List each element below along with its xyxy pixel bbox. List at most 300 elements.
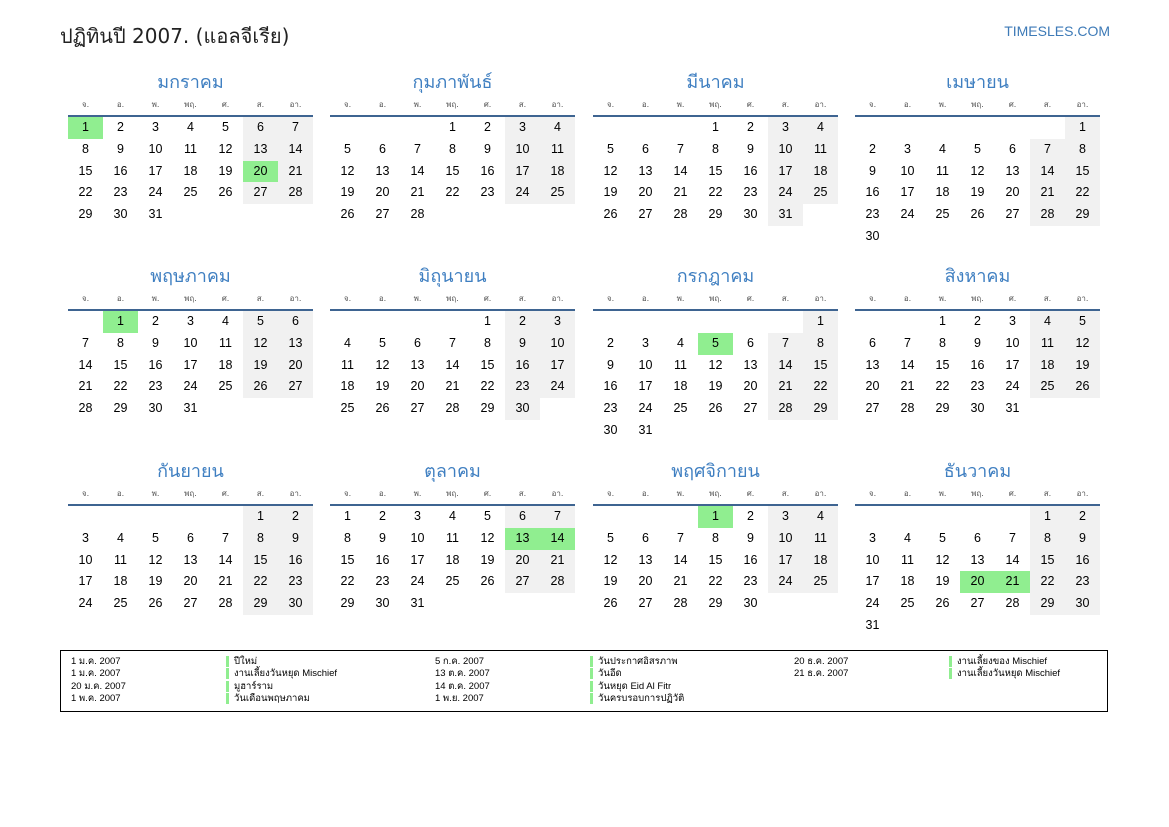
day-cell: 31	[148, 207, 163, 222]
legend-name: งานเลี้ยงของ Mischief	[957, 655, 1048, 667]
day-cell: 30	[743, 596, 758, 611]
day-cell: 7	[222, 530, 229, 545]
month-title: ธันวาคม	[943, 461, 1012, 482]
weekday-label: พฤ.	[184, 489, 197, 498]
weekday-label: พ.	[151, 489, 160, 498]
weekday-label: พฤ.	[709, 489, 722, 498]
day-cell: 18	[218, 357, 233, 372]
day-cell: 29	[708, 596, 723, 611]
day-cell: 2	[484, 120, 491, 134]
day-cell: 31	[865, 617, 880, 632]
day-cell: 9	[974, 335, 981, 350]
empty-cell	[960, 117, 995, 139]
day-cell: 24	[78, 596, 93, 611]
day-cell: 11	[341, 357, 354, 372]
day-cell: 29	[113, 401, 128, 416]
day-cell: 3	[187, 314, 194, 328]
day-cell: 3	[1009, 314, 1016, 328]
day-cell: 3	[414, 509, 421, 523]
weekday-label: อา.	[814, 100, 827, 109]
day-cell: 25	[900, 596, 915, 611]
day-cell: 19	[340, 185, 355, 200]
day-cell: 27	[638, 207, 653, 222]
day-cell: 26	[970, 207, 985, 222]
day-cell: 30	[375, 596, 390, 611]
day-grid	[68, 117, 313, 226]
day-cell: 11	[446, 530, 459, 545]
day-cell: 28	[78, 401, 93, 416]
weekday-label: จ.	[343, 489, 352, 498]
day-cell: 5	[152, 530, 159, 545]
weekday-label: อ.	[378, 489, 387, 498]
legend-marker	[949, 656, 952, 667]
day-cell: 17	[900, 185, 915, 200]
day-cell: 15	[113, 357, 128, 372]
day-cell: 4	[187, 120, 194, 134]
legend-name: วันเดือนพฤษภาคม	[234, 693, 310, 705]
day-cell: 18	[935, 185, 950, 200]
month-block	[330, 264, 575, 420]
day-cell: 12	[603, 552, 618, 567]
empty-cell	[593, 117, 628, 139]
day-cell: 5	[607, 141, 614, 156]
day-cell: 25	[673, 401, 688, 416]
day-grid	[330, 311, 575, 420]
day-cell: 15	[243, 550, 278, 572]
weekday-label: ศ.	[1008, 294, 1017, 303]
day-cell: 8	[712, 141, 719, 156]
day-cell: 21	[445, 379, 460, 394]
day-cell: 22	[78, 185, 93, 200]
weekday-label: ศ.	[746, 489, 755, 498]
day-cell: 9	[1065, 528, 1100, 550]
month-block	[330, 70, 575, 226]
legend-name: งานเลี้ยงวันหยุด Mischief	[234, 668, 338, 680]
month-block	[68, 264, 313, 420]
weekday-label: จ.	[343, 294, 352, 303]
day-cell: 30	[113, 207, 128, 222]
holiday-day-cell: 14	[540, 528, 575, 550]
day-cell: 23	[505, 376, 540, 398]
day-cell: 8	[712, 530, 719, 545]
day-cell: 9	[117, 141, 124, 156]
legend-item	[71, 693, 337, 706]
legend-date: 1 ม.ค. 2007	[71, 668, 121, 680]
empty-cell	[1030, 117, 1065, 139]
weekday-header	[68, 487, 313, 506]
day-cell: 27	[638, 596, 653, 611]
day-cell: 13	[638, 163, 653, 178]
weekday-label: พ.	[938, 489, 947, 498]
day-cell: 6	[642, 141, 649, 156]
month-title: พฤษภาคม	[150, 266, 231, 287]
empty-cell	[365, 311, 400, 333]
day-cell: 1	[243, 506, 278, 528]
weekday-header	[68, 292, 313, 311]
day-cell: 5	[1065, 311, 1100, 333]
day-cell: 7	[677, 530, 684, 545]
day-cell: 14	[218, 552, 233, 567]
day-cell: 1	[484, 314, 491, 328]
day-cell: 13	[1005, 163, 1020, 178]
empty-cell	[733, 311, 768, 333]
day-cell: 17	[410, 552, 425, 567]
empty-cell	[68, 311, 103, 333]
day-cell: 25	[113, 596, 128, 611]
day-cell: 25	[1030, 376, 1065, 398]
day-cell: 19	[935, 574, 950, 589]
day-cell: 9	[379, 530, 386, 545]
day-cell: 2	[1065, 506, 1100, 528]
day-cell: 6	[243, 117, 278, 139]
day-cell: 8	[449, 141, 456, 156]
day-cell: 21	[900, 379, 915, 394]
weekday-label: ส.	[781, 294, 790, 303]
weekday-label: ส.	[518, 489, 527, 498]
month-title: มกราคม	[157, 72, 224, 93]
day-cell: 7	[677, 141, 684, 156]
day-cell: 18	[673, 379, 688, 394]
holiday-day-cell: 20	[243, 161, 278, 183]
weekday-label: พ.	[676, 489, 685, 498]
day-cell: 11	[219, 335, 232, 350]
empty-cell	[628, 117, 663, 139]
weekday-label: ส.	[256, 294, 265, 303]
month-block	[330, 459, 575, 615]
day-cell: 24	[768, 182, 803, 204]
weekday-label: อา.	[1076, 489, 1089, 498]
month-block	[855, 459, 1100, 637]
empty-cell	[103, 506, 138, 528]
day-cell: 30	[278, 593, 313, 615]
day-cell: 11	[1030, 333, 1065, 355]
legend-date: 1 พ.ย. 2007	[435, 693, 484, 705]
day-cell: 2	[974, 314, 981, 328]
day-cell: 3	[768, 117, 803, 139]
day-cell: 5	[379, 335, 386, 350]
weekday-label: อา.	[551, 489, 564, 498]
day-cell: 20	[638, 185, 653, 200]
weekday-label: จ.	[81, 100, 90, 109]
empty-cell	[628, 311, 663, 333]
weekday-label: พฤ.	[446, 100, 459, 109]
weekday-label: พฤ.	[709, 294, 722, 303]
day-cell: 11	[114, 552, 127, 567]
day-cell: 5	[344, 141, 351, 156]
empty-cell	[890, 117, 925, 139]
legend-name: มูฮาร์ราม	[234, 680, 274, 692]
day-cell: 19	[603, 574, 618, 589]
empty-cell	[365, 117, 400, 139]
day-cell: 13	[865, 357, 880, 372]
day-cell: 4	[803, 506, 838, 528]
day-cell: 18	[803, 161, 838, 183]
day-cell: 23	[743, 185, 758, 200]
day-cell: 17	[768, 161, 803, 183]
day-cell: 10	[505, 139, 540, 161]
empty-cell	[138, 506, 173, 528]
day-cell: 23	[970, 379, 985, 394]
day-cell: 31	[768, 204, 803, 226]
day-cell: 27	[410, 401, 425, 416]
day-cell: 14	[1030, 161, 1065, 183]
weekday-label: พฤ.	[971, 489, 984, 498]
weekday-label: พ.	[413, 100, 422, 109]
day-cell: 19	[480, 552, 495, 567]
legend-name: วันประกาศอิสรภาพ	[598, 655, 678, 667]
day-cell: 6	[379, 141, 386, 156]
day-cell: 8	[243, 528, 278, 550]
weekday-label: อา.	[289, 489, 302, 498]
day-cell: 10	[900, 163, 915, 178]
day-cell: 2	[379, 509, 386, 523]
day-cell: 23	[113, 185, 128, 200]
day-cell: 4	[1030, 311, 1065, 333]
day-cell: 10	[148, 141, 163, 156]
day-cell: 18	[113, 574, 128, 589]
month-block	[855, 264, 1100, 420]
day-cell: 19	[970, 185, 985, 200]
day-cell: 8	[82, 141, 89, 156]
weekday-label: อ.	[116, 294, 125, 303]
day-cell: 19	[148, 574, 163, 589]
day-grid	[593, 117, 838, 226]
day-cell: 16	[1065, 550, 1100, 572]
empty-cell	[173, 506, 208, 528]
day-cell: 9	[869, 163, 876, 178]
day-cell: 18	[803, 550, 838, 572]
day-cell: 17	[768, 550, 803, 572]
weekday-header	[593, 487, 838, 506]
day-cell: 4	[939, 141, 946, 156]
empty-cell	[663, 117, 698, 139]
day-cell: 13	[183, 552, 198, 567]
weekday-label: ศ.	[221, 294, 230, 303]
legend-date: 1 พ.ค. 2007	[71, 693, 121, 705]
day-cell: 8	[803, 333, 838, 355]
day-cell: 28	[445, 401, 460, 416]
day-cell: 2	[278, 506, 313, 528]
day-cell: 3	[540, 311, 575, 333]
day-cell: 7	[449, 335, 456, 350]
day-cell: 16	[743, 163, 758, 178]
weekday-header	[855, 292, 1100, 311]
day-cell: 12	[970, 163, 985, 178]
weekday-label: ศ.	[746, 100, 755, 109]
day-cell: 16	[970, 357, 985, 372]
day-cell: 20	[865, 379, 880, 394]
day-cell: 27	[243, 182, 278, 204]
page-title: ปฏิทินปี 2007. (แอลจีเรีย)	[60, 24, 290, 48]
month-title: กรกฎาคม	[676, 266, 755, 287]
day-cell: 25	[803, 182, 838, 204]
day-cell: 29	[1065, 204, 1100, 226]
day-cell: 26	[340, 207, 355, 222]
legend-marker	[226, 656, 229, 667]
empty-cell	[663, 311, 698, 333]
day-cell: 7	[278, 117, 313, 139]
day-cell: 21	[673, 574, 688, 589]
weekday-label: อ.	[641, 100, 650, 109]
day-cell: 15	[708, 552, 723, 567]
day-cell: 23	[278, 571, 313, 593]
day-cell: 26	[603, 596, 618, 611]
day-cell: 12	[340, 163, 355, 178]
day-cell: 10	[1005, 335, 1020, 350]
day-cell: 10	[638, 357, 653, 372]
day-cell: 4	[677, 335, 684, 350]
weekday-label: อ.	[378, 100, 387, 109]
day-cell: 20	[278, 355, 313, 377]
empty-cell	[925, 117, 960, 139]
weekday-label: พ.	[938, 294, 947, 303]
empty-cell	[890, 311, 925, 333]
day-cell: 15	[1030, 550, 1065, 572]
day-cell: 6	[974, 530, 981, 545]
day-cell: 27	[278, 376, 313, 398]
month-block	[68, 70, 313, 226]
weekday-label: พ.	[151, 100, 160, 109]
day-cell: 7	[904, 335, 911, 350]
day-cell: 22	[708, 574, 723, 589]
weekday-label: อ.	[116, 489, 125, 498]
day-cell: 29	[1030, 593, 1065, 615]
day-cell: 25	[218, 379, 233, 394]
day-cell: 17	[638, 379, 653, 394]
legend-name: วันครบรอบการปฏิวัติ	[598, 693, 685, 705]
day-cell: 11	[936, 163, 949, 178]
day-grid	[593, 311, 838, 442]
day-cell: 9	[484, 141, 491, 156]
day-cell: 9	[278, 528, 313, 550]
day-grid	[330, 506, 575, 615]
month-title: เมษายน	[946, 72, 1009, 93]
day-cell: 22	[480, 379, 495, 394]
day-cell: 12	[375, 357, 390, 372]
day-cell: 16	[743, 552, 758, 567]
month-title: มิถุนายน	[418, 266, 487, 287]
day-grid	[68, 506, 313, 615]
day-cell: 11	[674, 357, 687, 372]
day-cell: 10	[183, 335, 198, 350]
empty-cell	[855, 117, 890, 139]
legend-column	[435, 655, 684, 705]
day-cell: 22	[340, 574, 355, 589]
day-cell: 28	[278, 182, 313, 204]
empty-cell	[628, 506, 663, 528]
day-cell: 30	[865, 228, 880, 243]
day-cell: 10	[540, 333, 575, 355]
weekday-label: อา.	[1076, 294, 1089, 303]
day-cell: 8	[1065, 139, 1100, 161]
day-cell: 16	[480, 163, 495, 178]
day-cell: 10	[865, 552, 880, 567]
empty-cell	[400, 117, 435, 139]
day-cell: 14	[78, 357, 93, 372]
site-link[interactable]: TIMESLES.COM	[1004, 23, 1110, 39]
weekday-label: พฤ.	[446, 294, 459, 303]
day-cell: 28	[218, 596, 233, 611]
holiday-day-cell: 1	[68, 117, 103, 139]
empty-cell	[435, 311, 470, 333]
day-cell: 14	[278, 139, 313, 161]
day-cell: 23	[743, 574, 758, 589]
month-title: ตุลาคม	[424, 461, 481, 482]
weekday-label: อา.	[1076, 100, 1089, 109]
weekday-header	[593, 292, 838, 311]
day-cell: 30	[505, 398, 540, 420]
legend-marker	[226, 668, 229, 679]
day-cell: 3	[904, 141, 911, 156]
empty-cell	[593, 311, 628, 333]
weekday-label: จ.	[606, 100, 615, 109]
day-cell: 8	[1030, 528, 1065, 550]
empty-cell	[698, 311, 733, 333]
day-cell: 29	[935, 401, 950, 416]
day-cell: 14	[900, 357, 915, 372]
day-cell: 10	[768, 528, 803, 550]
day-cell: 28	[768, 398, 803, 420]
day-cell: 22	[803, 376, 838, 398]
day-cell: 21	[218, 574, 233, 589]
day-cell: 18	[900, 574, 915, 589]
day-cell: 4	[540, 117, 575, 139]
day-cell: 14	[410, 163, 425, 178]
weekday-label: จ.	[868, 100, 877, 109]
weekday-label: อ.	[641, 294, 650, 303]
day-cell: 5	[939, 530, 946, 545]
day-cell: 15	[708, 163, 723, 178]
legend-marker	[590, 693, 593, 704]
day-grid	[68, 311, 313, 420]
day-cell: 1	[803, 311, 838, 333]
empty-cell	[663, 506, 698, 528]
month-block	[593, 70, 838, 226]
day-cell: 14	[1005, 552, 1020, 567]
weekday-label: ศ.	[1008, 489, 1017, 498]
day-cell: 6	[1009, 141, 1016, 156]
empty-cell	[995, 506, 1030, 528]
day-cell: 4	[904, 530, 911, 545]
day-cell: 22	[935, 379, 950, 394]
weekday-label: พฤ.	[709, 100, 722, 109]
day-cell: 5	[484, 509, 491, 523]
day-cell: 12	[935, 552, 950, 567]
legend-date: 20 ธ.ค. 2007	[794, 655, 849, 667]
weekday-label: พ.	[676, 100, 685, 109]
day-cell: 3	[642, 335, 649, 350]
day-cell: 20	[183, 574, 198, 589]
day-cell: 26	[480, 574, 495, 589]
day-cell: 30	[1065, 593, 1100, 615]
day-cell: 11	[184, 141, 197, 156]
day-cell: 19	[243, 355, 278, 377]
month-block	[855, 70, 1100, 248]
day-cell: 9	[747, 530, 754, 545]
empty-cell	[855, 506, 890, 528]
day-cell: 21	[540, 550, 575, 572]
day-grid	[330, 117, 575, 226]
day-cell: 22	[1065, 182, 1100, 204]
day-cell: 13	[243, 139, 278, 161]
weekday-header	[330, 487, 575, 506]
day-cell: 31	[410, 596, 425, 611]
weekday-label: อ.	[641, 489, 650, 498]
day-cell: 18	[340, 379, 355, 394]
day-cell: 19	[1065, 355, 1100, 377]
day-cell: 13	[743, 357, 758, 372]
month-title: กันยายน	[157, 461, 224, 482]
